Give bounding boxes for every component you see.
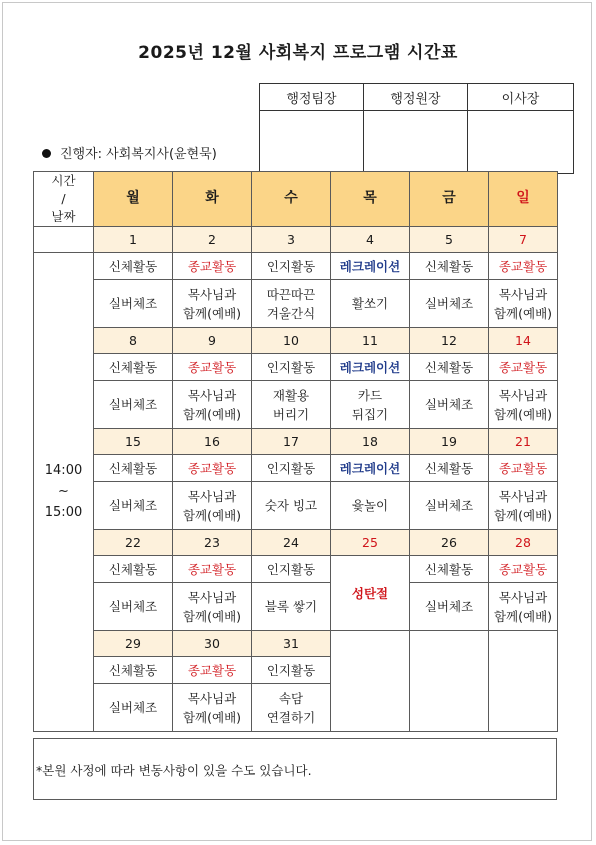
- date-row: [34, 429, 558, 455]
- activity-detail-line: 활쏘기: [351, 296, 389, 312]
- activity-detail-line: 숫자 빙고: [264, 498, 318, 514]
- activity-type-mon: 신체활동: [94, 657, 173, 684]
- date-cell-wed: 3: [252, 227, 331, 253]
- activity-type-tue: 종교활동: [173, 556, 252, 583]
- activity-type-wed: 인지활동: [252, 253, 331, 280]
- activity-detail-line: 실버체조: [424, 296, 474, 312]
- activity-detail-line: 실버체조: [108, 498, 158, 514]
- activity-detail-line: 함께(예배): [182, 608, 242, 624]
- activity-detail-line: 함께(예배): [493, 507, 553, 523]
- activity-detail-line: 목사님과: [187, 286, 237, 302]
- activity-type-mon: 신체활동: [94, 455, 173, 482]
- activity-detail-thu: [331, 482, 410, 530]
- activity-detail-line: 따끈따끈: [266, 286, 316, 302]
- activity-detail-line: 버리기: [272, 406, 310, 422]
- activity-detail-tue: [173, 482, 252, 530]
- day-header-sun: 일: [489, 172, 558, 227]
- approval-sign-chairman[interactable]: [468, 111, 574, 174]
- activity-detail-row: [34, 482, 558, 530]
- activity-detail-line: 재활용: [272, 387, 310, 403]
- activity-type-tue: 종교활동: [173, 354, 252, 381]
- activity-type-row: [34, 253, 558, 280]
- activity-detail-line: 목사님과: [498, 488, 548, 504]
- activity-detail-thu: [331, 381, 410, 429]
- activity-type-thu: 레크레이션: [331, 455, 410, 482]
- activity-type-sun: 종교활동: [489, 253, 558, 280]
- activity-detail-line: 윷놀이: [351, 498, 389, 514]
- activity-detail-row: [34, 583, 558, 631]
- activity-type-tue: 종교활동: [173, 657, 252, 684]
- time-range-line: 15:00: [44, 504, 83, 520]
- date-cell-sun: 21: [489, 429, 558, 455]
- activity-type-mon: 신체활동: [94, 556, 173, 583]
- schedule-table: [33, 171, 558, 732]
- activity-type-thu: 레크레이션: [331, 253, 410, 280]
- date-header-label: 날짜: [51, 209, 76, 225]
- activity-detail-line: 실버체조: [424, 498, 474, 514]
- holiday-cell: 성탄절: [331, 556, 410, 631]
- date-cell-wed: 10: [252, 328, 331, 354]
- activity-detail-line: 겨울간식: [266, 305, 316, 321]
- date-cell-tue: 30: [173, 631, 252, 657]
- activity-detail-mon: [94, 684, 173, 732]
- date-row: [34, 328, 558, 354]
- day-header-wed: 수: [252, 172, 331, 227]
- activity-detail-line: 연결하기: [266, 709, 316, 725]
- activity-type-sun: 종교활동: [489, 354, 558, 381]
- activity-detail-line: 함께(예배): [493, 608, 553, 624]
- activity-detail-line: 실버체조: [424, 397, 474, 413]
- activity-detail-sun: [489, 482, 558, 530]
- activity-type-row: [34, 354, 558, 381]
- activity-type-mon: 신체활동: [94, 354, 173, 381]
- date-cell-sun: 14: [489, 328, 558, 354]
- footnote: *본원 사정에 따라 변동사항이 있을 수도 있습니다.: [33, 738, 557, 800]
- date-cell-wed: 24: [252, 530, 331, 556]
- date-cell-thu: 18: [331, 429, 410, 455]
- date-row-spacer: [34, 227, 94, 253]
- activity-detail-line: 목사님과: [187, 690, 237, 706]
- date-cell-mon: 8: [94, 328, 173, 354]
- activity-type-sun: 종교활동: [489, 556, 558, 583]
- activity-detail-line: 뒤집기: [351, 406, 389, 422]
- day-header-thu: 목: [331, 172, 410, 227]
- activity-detail-line: 카드: [357, 387, 383, 403]
- activity-detail-line: 목사님과: [187, 488, 237, 504]
- date-row: [34, 530, 558, 556]
- activity-type-row: [34, 455, 558, 482]
- activity-detail-tue: [173, 381, 252, 429]
- activity-detail-sun: [489, 381, 558, 429]
- day-header-fri: 금: [410, 172, 489, 227]
- date-cell-fri: 19: [410, 429, 489, 455]
- activity-detail-row: [34, 381, 558, 429]
- time-range-line: 14:00: [44, 463, 83, 479]
- date-row: [34, 227, 558, 253]
- time-range-line: ~: [58, 483, 69, 499]
- date-cell-wed: 17: [252, 429, 331, 455]
- activity-detail-fri: [410, 583, 489, 631]
- activity-detail-tue: [173, 280, 252, 328]
- activity-type-wed: 인지활동: [252, 354, 331, 381]
- activity-detail-mon: [94, 280, 173, 328]
- activity-detail-line: 목사님과: [187, 387, 237, 403]
- date-cell-wed: 31: [252, 631, 331, 657]
- activity-type-tue: 종교활동: [173, 455, 252, 482]
- presenter-text: 진행자: 사회복지사(윤현묵): [60, 147, 217, 162]
- activity-detail-line: 실버체조: [424, 599, 474, 615]
- approval-sign-team-lead[interactable]: [260, 111, 364, 174]
- activity-detail-line: 함께(예배): [182, 709, 242, 725]
- activity-detail-tue: [173, 684, 252, 732]
- activity-type-wed: 인지활동: [252, 455, 331, 482]
- date-cell-mon: 29: [94, 631, 173, 657]
- activity-detail-sun: [489, 280, 558, 328]
- activity-detail-mon: [94, 583, 173, 631]
- activity-detail-fri: [410, 280, 489, 328]
- activity-detail-wed: [252, 482, 331, 530]
- activity-type-mon: 신체활동: [94, 253, 173, 280]
- activity-detail-line: 함께(예배): [182, 406, 242, 422]
- day-header-tue: 화: [173, 172, 252, 227]
- activity-detail-wed: [252, 583, 331, 631]
- approval-label-team-lead: 행정팀장: [260, 84, 364, 111]
- activity-detail-fri: [410, 381, 489, 429]
- time-header-label: 시간: [51, 173, 76, 188]
- activity-type-fri: 신체활동: [410, 556, 489, 583]
- date-cell-tue: 23: [173, 530, 252, 556]
- activity-detail-line: 실버체조: [108, 700, 158, 716]
- page-title: 2025년 12월 사회복지 프로그램 시간표: [138, 43, 458, 63]
- date-cell-tue: 16: [173, 429, 252, 455]
- activity-type-tue: 종교활동: [173, 253, 252, 280]
- day-header-mon: 월: [94, 172, 173, 227]
- activity-type-wed: 인지활동: [252, 556, 331, 583]
- activity-type-sun: 종교활동: [489, 455, 558, 482]
- date-cell-tue: 9: [173, 328, 252, 354]
- date-cell-tue: 2: [173, 227, 252, 253]
- date-cell-mon: 22: [94, 530, 173, 556]
- time-range-cell: [34, 253, 94, 732]
- activity-detail-line: 목사님과: [187, 589, 237, 605]
- activity-detail-wed: [252, 684, 331, 732]
- activity-detail-line: 함께(예배): [493, 305, 553, 321]
- activity-detail-line: 함께(예배): [182, 305, 242, 321]
- date-cell-fri: 5: [410, 227, 489, 253]
- empty-cell: [410, 631, 489, 732]
- activity-detail-mon: [94, 381, 173, 429]
- activity-type-wed: 인지활동: [252, 657, 331, 684]
- empty-cell: [489, 631, 558, 732]
- activity-detail-line: 목사님과: [498, 387, 548, 403]
- empty-cell: [331, 631, 410, 732]
- presenter-line: [42, 143, 217, 162]
- activity-detail-line: 실버체조: [108, 397, 158, 413]
- approval-label-director: 행정원장: [364, 84, 468, 111]
- activity-type-fri: 신체활동: [410, 455, 489, 482]
- activity-detail-fri: [410, 482, 489, 530]
- activity-detail-wed: [252, 381, 331, 429]
- date-cell-mon: 1: [94, 227, 173, 253]
- activity-detail-line: 실버체조: [108, 599, 158, 615]
- date-cell-sun: 7: [489, 227, 558, 253]
- activity-type-row: [34, 556, 558, 583]
- activity-detail-tue: [173, 583, 252, 631]
- activity-detail-line: 함께(예배): [182, 507, 242, 523]
- activity-type-fri: 신체활동: [410, 354, 489, 381]
- approval-sign-director[interactable]: [364, 111, 468, 174]
- activity-detail-line: 목사님과: [498, 589, 548, 605]
- activity-detail-thu: [331, 280, 410, 328]
- activity-detail-line: 함께(예배): [493, 406, 553, 422]
- activity-type-fri: 신체활동: [410, 253, 489, 280]
- date-cell-mon: 15: [94, 429, 173, 455]
- date-cell-fri: 26: [410, 530, 489, 556]
- activity-detail-line: 속담: [278, 690, 304, 706]
- activity-detail-line: 실버체조: [108, 296, 158, 312]
- time-header-slash: /: [61, 191, 66, 207]
- date-cell-thu: 25: [331, 530, 410, 556]
- activity-detail-sun: [489, 583, 558, 631]
- date-cell-thu: 11: [331, 328, 410, 354]
- activity-detail-wed: [252, 280, 331, 328]
- date-row: [34, 631, 558, 657]
- activity-detail-mon: [94, 482, 173, 530]
- activity-detail-row: [34, 280, 558, 328]
- date-cell-thu: 4: [331, 227, 410, 253]
- approval-label-chairman: 이사장: [468, 84, 574, 111]
- activity-detail-line: 목사님과: [498, 286, 548, 302]
- activity-type-thu: 레크레이션: [331, 354, 410, 381]
- date-cell-sun: 28: [489, 530, 558, 556]
- date-cell-fri: 12: [410, 328, 489, 354]
- approval-table: [259, 83, 574, 174]
- time-date-header: [34, 172, 94, 227]
- activity-detail-line: 블록 쌓기: [264, 599, 318, 615]
- bullet-icon: [42, 149, 51, 158]
